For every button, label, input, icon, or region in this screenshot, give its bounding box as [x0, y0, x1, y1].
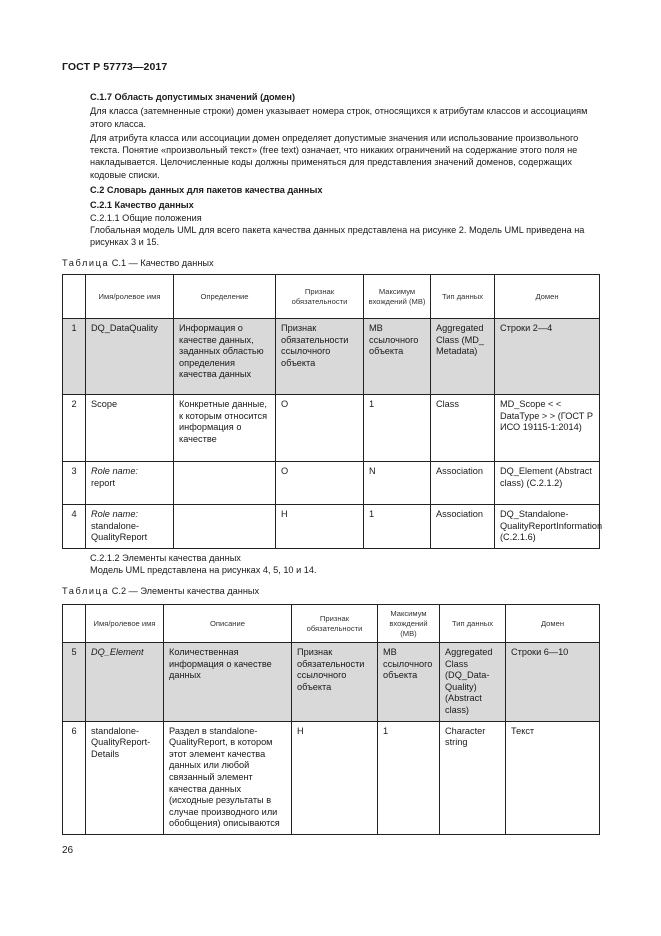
- domain-cell: DQ_Element (Abstract class) (C.2.1.2): [495, 462, 600, 505]
- section-c212: [90, 552, 598, 577]
- role-name-prefix: Role name:: [91, 466, 138, 476]
- table1-header-row: [63, 275, 600, 319]
- obligation-cell: O: [276, 462, 364, 505]
- max-occurrence-cell: MB ссылочного объекта: [364, 319, 431, 395]
- data-type-cell: Character string: [440, 721, 506, 834]
- definition-cell: [174, 462, 276, 505]
- role-name-prefix: Role name:: [91, 509, 138, 519]
- role-name-cell: [86, 462, 174, 505]
- data-type-cell: Association: [431, 505, 495, 549]
- role-name-cell: standalone-QualityReport-Details: [86, 721, 164, 834]
- row-number: 5: [63, 643, 86, 722]
- table2-header-cell: Признак обязательности: [292, 605, 378, 643]
- domain-cell: Строки 2—4: [495, 319, 600, 395]
- data-type-cell: Association: [431, 462, 495, 505]
- table-row: [63, 505, 600, 549]
- domain-cell: MD_Scope < < DataType > > (ГОСТ Р ИСО 19115-1:2014): [495, 395, 600, 462]
- max-occurrence-cell: 1: [378, 721, 440, 834]
- obligation-cell: Н: [292, 721, 378, 834]
- domain-cell: DQ_Standalone-QualityReportInformation (C.2.1.6): [495, 505, 600, 549]
- table1-header-cell: Признак обязательности: [276, 275, 364, 319]
- table2-header-row: [63, 605, 600, 643]
- table1-caption-word: Таблица: [62, 258, 110, 268]
- obligation-cell: Признак обязательности ссылочного объекта: [292, 643, 378, 722]
- table-row: [63, 462, 600, 505]
- table1-header-cell: Определение: [174, 275, 276, 319]
- table2-header-cell: Тип данных: [440, 605, 506, 643]
- section-c17-heading: C.1.7 Область допустимых значений (домен): [90, 92, 296, 102]
- section-c211-para: Глобальная модель UML для всего пакета качества данных представлена на рисунке 2. Модель UML приведена на рисунках 3 и 15.: [90, 224, 585, 248]
- max-occurrence-cell: 1: [364, 395, 431, 462]
- max-occurrence-cell: MB ссылочного объекта: [378, 643, 440, 722]
- section-c17-para1: Для класса (затемненные строки) домен указывает номера строк, относящихся к атрибутам классов и ассоциациям этого класса.: [90, 106, 588, 129]
- table1-header-cell: Тип данных: [431, 275, 495, 319]
- table1-header-cell: [63, 275, 86, 319]
- section-c211-heading: C.2.1.1 Общие положения: [90, 212, 202, 223]
- data-quality-elements-table: [62, 604, 600, 835]
- table1-caption: [62, 258, 214, 268]
- section-c2-heading: C.2 Словарь данных для пакетов качества данных: [90, 185, 323, 195]
- obligation-cell: Н: [276, 505, 364, 549]
- role-name-cell: [86, 505, 174, 549]
- table2-header-cell: [63, 605, 86, 643]
- table2-caption-word: Таблица: [62, 586, 110, 596]
- table-row: [63, 643, 600, 722]
- table1-caption-title: C.1 — Качество данных: [111, 258, 214, 268]
- table2-header-cell: Домен: [506, 605, 600, 643]
- data-type-cell: Aggregated Class (MD_ Metadata): [431, 319, 495, 395]
- data-type-cell: Class: [431, 395, 495, 462]
- definition-cell: Информация о качестве данных, заданных областью определения качества данных: [174, 319, 276, 395]
- section-c212-heading: C.2.1.2 Элементы качества данных: [90, 553, 241, 563]
- section-c212-para: Модель UML представлена на рисунках 4, 5, 10 и 14.: [90, 565, 317, 576]
- table1-header-cell: Домен: [495, 275, 600, 319]
- max-occurrence-cell: N: [364, 462, 431, 505]
- table2-header-cell: Имя/ролевое имя: [86, 605, 164, 643]
- domain-cell: Строки 6—10: [506, 643, 600, 722]
- definition-cell: [174, 505, 276, 549]
- table1-header-cell: Максимум вхождений (MB): [364, 275, 431, 319]
- table1-header-cell: Имя/ролевое имя: [86, 275, 174, 319]
- role-name-value: standalone-QualityReport: [91, 520, 148, 543]
- row-number: 1: [63, 319, 86, 395]
- quality-data-table: [62, 274, 603, 549]
- obligation-cell: Признак обязательности ссылочного объекта: [276, 319, 364, 395]
- section-c17-para2: Для атрибута класса или ассоциации домен определяет допустимые значения или использование произвольного текста. Понятие «произвольный текст» (free text) означает, что никаких ограничений на содержание этого поля не накладывается. Целочисленные коды должны применяться для представления значений доменов, содержащих кодовые списки.: [90, 132, 579, 180]
- definition-cell: Конкретные данные, к которым относится информация о качестве: [174, 395, 276, 462]
- table2-caption-title: C.2 — Элементы качества данных: [111, 586, 260, 596]
- table-row: [63, 319, 600, 395]
- domain-cell: Текст: [506, 721, 600, 834]
- role-name-value: report: [91, 477, 116, 488]
- table-row: [63, 395, 600, 462]
- row-number: 3: [63, 462, 86, 505]
- table-row: [63, 721, 600, 834]
- section-c21-heading: C.2.1 Качество данных: [90, 200, 194, 211]
- page-number: 26: [62, 845, 74, 856]
- row-number: 6: [63, 721, 86, 834]
- description-cell: Количественная информация о качестве данных: [164, 643, 292, 722]
- role-name-cell: DQ_Element: [86, 643, 164, 722]
- data-type-cell: Aggregated Class (DQ_Data-Quality) (Abstract class): [440, 643, 506, 722]
- role-name-cell: DQ_DataQuality: [86, 319, 174, 395]
- table2-header-cell: Максимум вхождений (MB): [378, 605, 440, 643]
- max-occurrence-cell: 1: [364, 505, 431, 549]
- obligation-cell: O: [276, 395, 364, 462]
- role-name-cell: Scope: [86, 395, 174, 462]
- description-cell: Раздел в standalone-QualityReport, в котором этот элемент качества данных или любой связанный элемент качества данных (исходные результаты в случае производного или обобщения) описываются: [164, 721, 292, 834]
- section-c17: [90, 91, 598, 181]
- table2-header-cell: Описание: [164, 605, 292, 643]
- row-number: 2: [63, 395, 86, 462]
- table2-caption: [62, 586, 259, 596]
- standard-header: ГОСТ Р 57773—2017: [62, 61, 168, 73]
- row-number: 4: [63, 505, 86, 549]
- section-c2: [90, 184, 598, 248]
